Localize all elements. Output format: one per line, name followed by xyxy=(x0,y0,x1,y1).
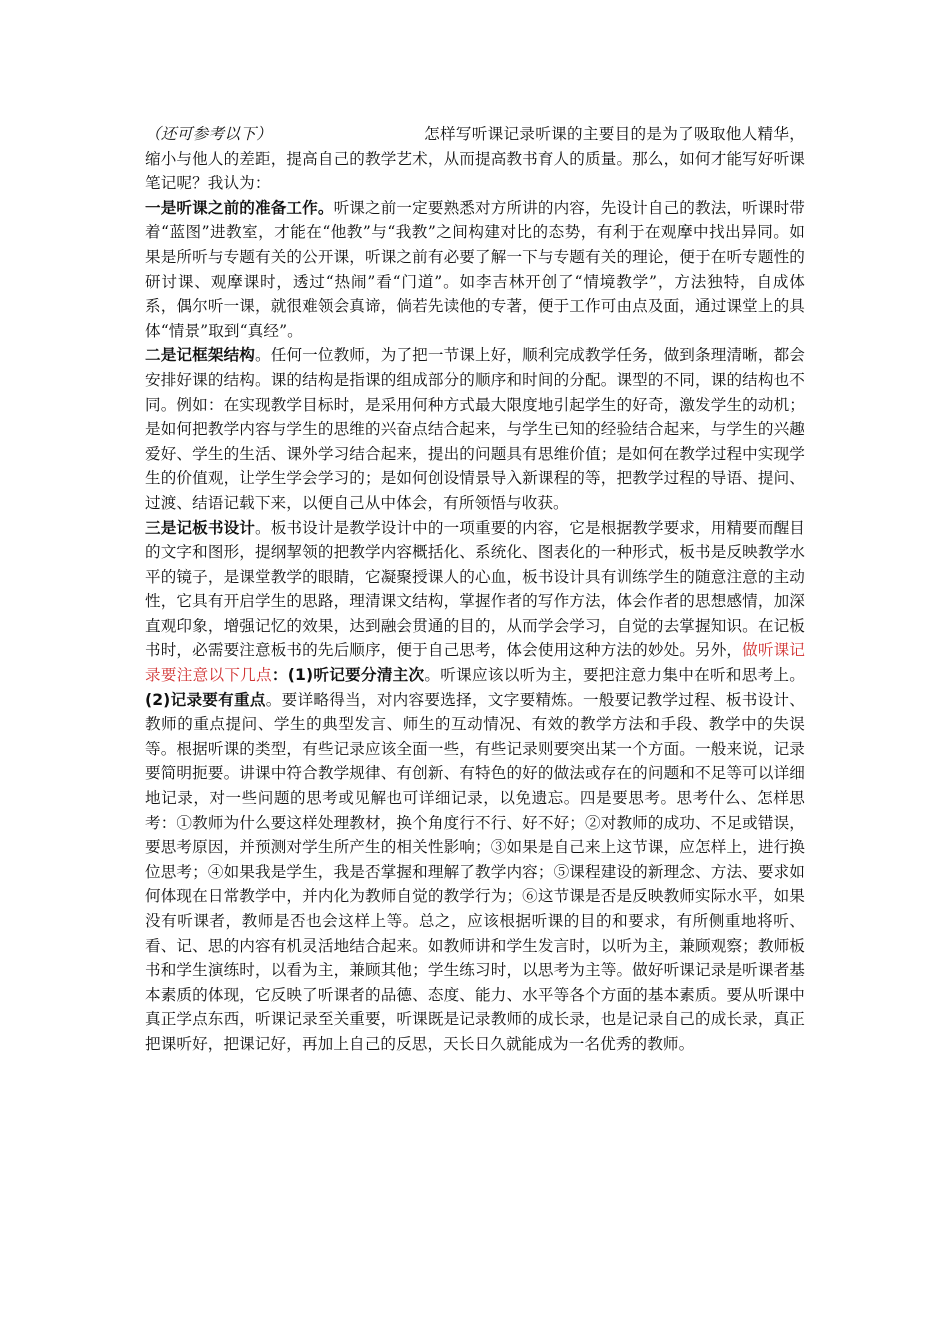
point-text: 。听课应该以听为主，要把注意力集中在听和思考上。 xyxy=(424,666,805,685)
document-body xyxy=(145,122,805,1057)
section-structure xyxy=(145,343,805,515)
section-heading: 二是记框架结构 xyxy=(145,346,256,365)
section-heading: 三是记板书设计 xyxy=(145,518,256,537)
point-text: 。要详略得当，对内容要选择，文字要精炼。一般要记教学过程、板书设计、教师的重点提问、学生的典型发言、师生的互动情况、有效的教学方法和手段、教学中的失误等。根据听课的类型，有些记录应该全面一些，有些记录则要突出某一个方面。一般来说，记录要简明扼要。讲课中符合教学规律、有创新、有特色的好的做法或存在的问题和不足等可以详细地记录，对一些问题的思考或见解也可详细记录，以免遗忘。四是要思考。思考什么、怎样思考：①教师为什么要这样处理教材，换个角度行不行、好不好；②对教师的成功、不足或错误，要思考原因，并预测对学生所产生的相关性影响；③如果是自己来上这节课，应怎样上，进行换位思考；④如果我是学生，我是否掌握和理解了教学内容；⑤课程建设的新理念、方法、要求如何体现在日常教学中，并内化为教师自觉的教学行为；⑥这节课是否是反映教师实际水平，如果没有听课者，教师是否也会这样上等。总之，应该根据听课的目的和要求，有所侧重地将听、看、记、思的内容有机灵活地结合起来。如教师讲和学生发言时，以听为主，兼顾观察；教师板书和学生演练时，以看为主，兼顾其他；学生练习时，以思考为主等。做好听课记录是听课者基本素质的体现，它反映了听课者的品德、态度、能力、水平等各个方面的基本素质。要从听课中真正学点东西，听课记录至关重要，听课既是记录教师的成长录，也是记录自己的成长录，真正把课听好，把课记好，再加上自己的反思，天长日久就能成为一名优秀的教师。 xyxy=(145,690,805,1053)
section-preparation xyxy=(145,196,805,344)
point-heading: ：(1)听记要分清主次 xyxy=(271,666,425,685)
highlighted-notice: 做听课记录要注意以下几点 xyxy=(145,641,805,685)
reference-note: （还可参考以下） xyxy=(145,125,272,143)
section-heading: 一是听课之前的准备工作。 xyxy=(145,198,334,217)
intro-paragraph xyxy=(145,122,805,196)
section-text: 。任何一位教师，为了把一节课上好，顺利完成教学任务，做到条理清晰，都会安排好课的结构。课的结构是指课的组成部分的顺序和时间的分配。课型的不同，课的结构也不同。例如：在实现教学目标时，是采用何种方式最大限度地引起学生的好奇，激发学生的动机；是如何把教学内容与学生的思维的兴奋点结合起来，与学生已知的经验结合起来，与学生的兴趣爱好、学生的生活、课外学习结合起来，提出的问题具有思维价值；是如何在教学过程中实现学生的价值观，让学生学会学习的；是如何创设情景导入新课程的等，把教学过程的导语、提问、过渡、结语记载下来，以便自己从中体会，有所领悟与收获。 xyxy=(145,346,805,512)
section-text: 。板书设计是教学设计中的一项重要的内容，它是根据教学要求，用精要而醒目的文字和图形，提纲挈领的把教学内容概括化、系统化、图表化的一种形式，板书是反映教学水平的镜子，是课堂教学的眼睛，它凝聚授课人的心血，板书设计具有训练学生的随意注意的主动性，它具有开启学生的思路，理清课文结构，掌握作者的写作方法，体会作者的思想感情，加深直观印象，增强记忆的效果，达到融会贯通的目的，从而学会学习，自觉的去掌握知识。在记板书时，必需要注意板书的先后顺序，便于自己思考，体会使用这种方法的妙处。另外， xyxy=(145,518,805,660)
intro-text: 怎样写听课记录听课的主要目的是为了吸取他人精华，缩小与他人的差距，提高自己的教学艺术，从而提高教书育人的质量。那么，如何才能写好听课笔记呢？我认为： xyxy=(145,125,805,193)
point-heading: (2)记录要有重点 xyxy=(145,690,266,709)
section-text: 听课之前一定要熟悉对方所讲的内容，先设计自己的教法，听课时带着“蓝图”进教室，才能在“他教”与“我教”之间构建对比的态势，有利于在观摩中找出异同。如果是所听与专题有关的公开课，听课之前有必要了解一下与专题有关的理论，便于在听专题性的研讨课、观摩课时，透过“热闹”看“门道”。如李吉林开创了“情境教学”，方法独特，自成体系，偶尔听一课，就很难领会真谛，倘若先读他的专著，便于工作可由点及面，通过课堂上的具体“情景”取到“真经”。 xyxy=(145,198,805,340)
section-blackboard xyxy=(145,516,805,1057)
